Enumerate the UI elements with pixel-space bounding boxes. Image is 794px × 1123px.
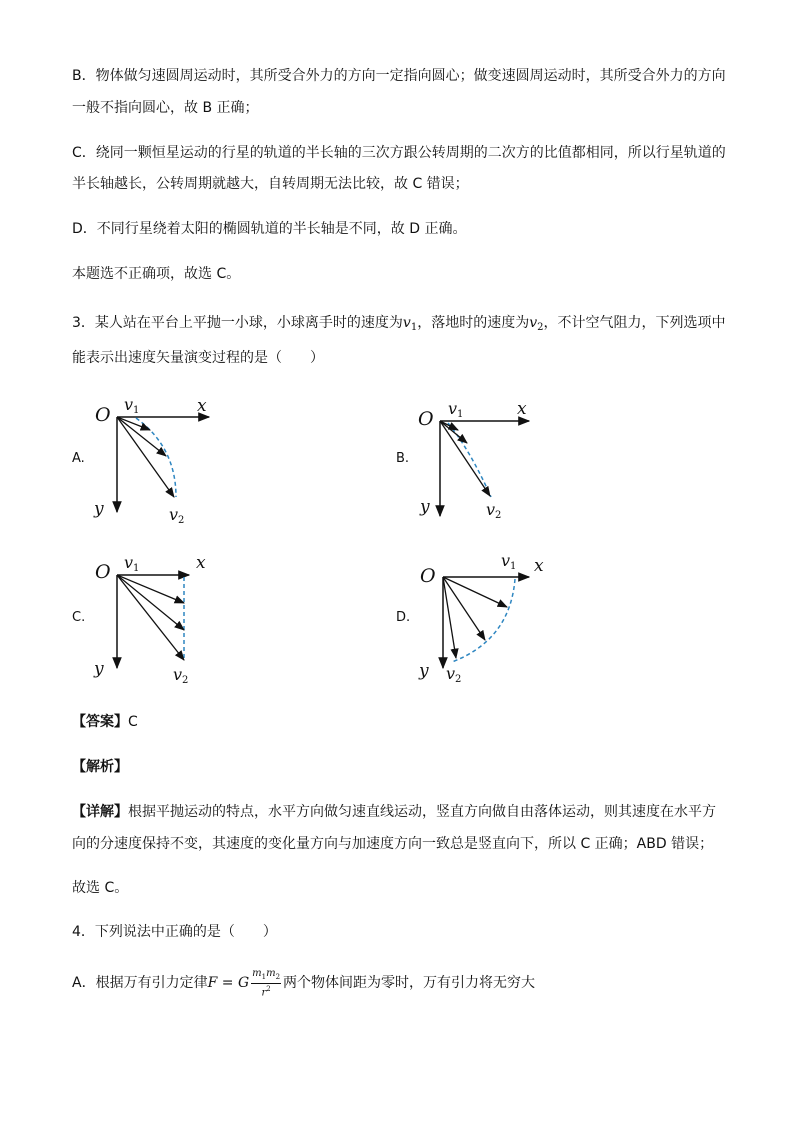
y-axis-label: y [420, 497, 430, 517]
x-axis-label: x [196, 553, 206, 573]
diagram-c [93, 553, 206, 686]
detail-line2: 向的分速度保持不变，其速度的变化量方向与加速度方向一致总是竖直向下，所以 C 正确；ABD 错误； [72, 836, 714, 852]
x-axis-label: x [534, 556, 544, 576]
velocity-arrow [117, 575, 184, 630]
y-axis-label: y [94, 499, 104, 519]
final-answer: 故选 C。 [72, 880, 129, 896]
velocity-arrow [440, 421, 490, 496]
detail-tag: 【详解】 [72, 804, 128, 820]
velocity-tip-curve [448, 423, 491, 497]
analysis-tag: 【解析】 [72, 759, 128, 775]
answer-line [72, 712, 138, 732]
v2-label: v2 [169, 505, 185, 526]
diagram-a [93, 395, 209, 526]
velocity-arrow [117, 575, 184, 603]
origin-label: O [95, 404, 111, 426]
option-b-label: B. [396, 451, 410, 466]
detail-line1: 【详解】根据平抛运动的特点，水平方向做匀速直线运动，竖直方向做自由落体运动，则其速度在水平方 [72, 804, 716, 820]
origin-label: O [95, 561, 111, 583]
explanation-c-line1: C．绕同一颗恒星运动的行星的轨道的半长轴的三次方跟公转周期的二次方的比值都相同，所以行星轨道的 [72, 145, 726, 161]
origin-label: O [418, 408, 434, 430]
explanation-b-line1: B．物体做匀速圆周运动时，其所受合外力的方向一定指向圆心；做变速圆周运动时，其所受合外力的方向 [72, 68, 726, 84]
gravitation-fraction: $\frac{m_1m_2}{r^2}$ [252, 968, 281, 999]
y-axis-label: y [419, 661, 429, 681]
v2-symbol: $v_2$ [529, 315, 544, 333]
velocity-arrow [443, 577, 456, 658]
option-a-label: A. [72, 451, 85, 466]
q3-stem-line2: 能表示出速度矢量演变过程的是（ ） [72, 350, 324, 366]
explanation-b-line2: 一般不指向圆心，故 B 正确； [72, 100, 259, 116]
y-axis-label: y [94, 659, 104, 679]
velocity-arrow [117, 417, 174, 497]
v2-label: v2 [173, 665, 189, 686]
velocity-arrow [117, 575, 184, 660]
v2-label: v2 [446, 664, 462, 685]
option-d-label: D. [396, 610, 411, 625]
q3-stem-line1: 3．某人站在平台上平抛一小球，小球离手时的速度为$v_1$，落地时的速度为$v_2$，不计空气阻力，下列选项中 [72, 315, 726, 333]
v1-label: v1 [124, 553, 140, 574]
diagram-b [418, 399, 529, 521]
q4-stem: 4．下列说法中正确的是（ ） [72, 924, 277, 940]
v2-label: v2 [486, 500, 502, 521]
answer-value: C [128, 714, 138, 730]
formula-g: G [237, 975, 250, 992]
explanation-c-line2: 半长轴越长，公转周期就越大，自转周期无法比较，故 C 错误； [72, 176, 469, 192]
formula-lhs: F [207, 975, 218, 992]
option-c-label: C. [72, 610, 86, 625]
x-axis-label: x [517, 399, 527, 419]
v1-symbol: $v_1$ [402, 315, 418, 333]
v1-label: v1 [124, 395, 140, 416]
diagram-d [418, 551, 544, 685]
explanation-conclusion: 本题选不正确项，故选 C。 [72, 266, 241, 282]
velocity-tip-curve [136, 418, 176, 497]
x-axis-label: x [197, 396, 207, 416]
v1-label: v1 [448, 399, 464, 420]
answer-tag: 【答案】 [72, 714, 128, 730]
origin-label: O [420, 565, 436, 587]
explanation-d-line: D．不同行星绕着太阳的椭圆轨道的半长轴是不同，故 D 正确。 [72, 221, 467, 237]
q4-option-a: A．根据万有引力定律F = G $\frac{m_1m_2}{r^2}$ 两个物体间距为零时，万有引力将无穷大 [72, 968, 536, 999]
v1-label: v1 [501, 551, 517, 572]
velocity-arrow [440, 421, 467, 443]
velocity-tip-curve [452, 579, 515, 662]
